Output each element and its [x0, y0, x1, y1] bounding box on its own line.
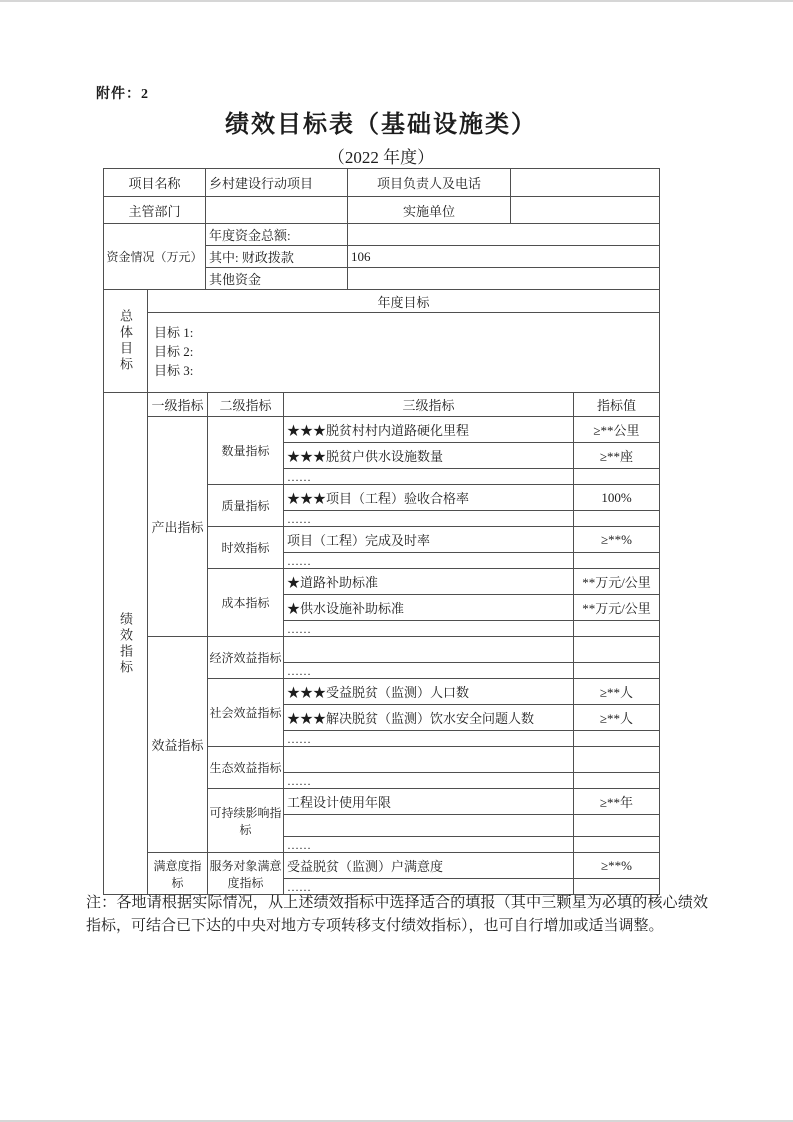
- indicator-row-label: ……: [284, 879, 574, 895]
- level2-sustainability: 可持续影响指标: [208, 789, 284, 853]
- indicator-value: ≥**座: [574, 443, 660, 469]
- dept-value: [206, 197, 348, 224]
- annual-goal-header: 年度目标: [148, 290, 660, 313]
- table-row: [104, 417, 660, 443]
- indicator-value: [574, 815, 660, 837]
- indicator-row-label: ……: [284, 663, 574, 679]
- indicator-row-label: ★★★受益脱贫（监测）人口数: [284, 679, 574, 705]
- indicator-value: [574, 663, 660, 679]
- funding-label: 资金情况（万元）: [104, 224, 206, 290]
- table-row: [104, 169, 660, 197]
- funding-total-label: 年度资金总额:: [206, 224, 348, 246]
- indicators-section-label: 绩效指标: [104, 393, 148, 895]
- indicator-value: ≥**年: [574, 789, 660, 815]
- project-name-value: 乡村建设行动项目: [206, 169, 348, 197]
- table-row: [104, 224, 660, 246]
- indicator-value: [574, 469, 660, 485]
- indicator-value: ≥**%: [574, 853, 660, 879]
- indicator-row-label: 工程设计使用年限: [284, 789, 574, 815]
- indicator-row-label: ★供水设施补助标准: [284, 595, 574, 621]
- indicator-row-label: [284, 637, 574, 663]
- level1-output: 产出指标: [148, 417, 208, 637]
- indicator-value: **万元/公里: [574, 595, 660, 621]
- indicators-header-row: [104, 393, 660, 417]
- annual-goal-body: [148, 313, 660, 393]
- dept-label: 主管部门: [104, 197, 206, 224]
- indicator-value: [574, 747, 660, 773]
- level2-economic: 经济效益指标: [208, 637, 284, 679]
- indicator-row-label: ★★★项目（工程）验收合格率: [284, 485, 574, 511]
- goal-line-3: 目标 3:: [154, 362, 194, 378]
- level2-social: 社会效益指标: [208, 679, 284, 747]
- table-row: [104, 637, 660, 663]
- header-value: 指标值: [574, 393, 660, 417]
- indicator-value: [574, 553, 660, 569]
- indicator-row-label: ★★★脱贫户供水设施数量: [284, 443, 574, 469]
- funding-total-value: [348, 224, 660, 246]
- page-title: 绩效目标表（基础设施类）: [225, 112, 537, 138]
- funding-fiscal-value: 106: [348, 246, 660, 268]
- level2-quality: 质量指标: [208, 485, 284, 527]
- impl-unit-value: [511, 197, 660, 224]
- level1-benefit: 效益指标: [148, 637, 208, 853]
- indicator-value: ≥**%: [574, 527, 660, 553]
- table-row: [104, 853, 660, 879]
- funding-fiscal-label: 其中: 财政拨款: [206, 246, 348, 268]
- indicator-value: [574, 837, 660, 853]
- indicator-value: [574, 731, 660, 747]
- level2-timeliness: 时效指标: [208, 527, 284, 569]
- level2-quantity: 数量指标: [208, 417, 284, 485]
- project-name-label: 项目名称: [104, 169, 206, 197]
- indicator-value: ≥**人: [574, 679, 660, 705]
- header-level2: 二级指标: [208, 393, 284, 417]
- level2-service-satisfaction: 服务对象满意度指标: [208, 853, 284, 895]
- level2-cost: 成本指标: [208, 569, 284, 637]
- indicator-row-label: 受益脱贫（监测）户满意度: [284, 853, 574, 879]
- indicator-value: 100%: [574, 485, 660, 511]
- header-level3: 三级指标: [284, 393, 574, 417]
- goal-line-2: 目标 2:: [154, 344, 194, 360]
- footnote: 注：各地请根据实际情况，从上述绩效指标中选择适合的填报（其中三颗星为必填的核心绩效指标，可结合已下达的中央对地方专项转移支付绩效指标），也可自行增加或适当调整。: [86, 895, 708, 934]
- indicators-table: [103, 392, 660, 895]
- indicator-value: [574, 637, 660, 663]
- funding-other-value: [348, 268, 660, 290]
- indicator-row-label: ……: [284, 553, 574, 569]
- page-subtitle: （2022 年度）: [327, 148, 435, 167]
- scan-edge-top: [0, 0, 793, 2]
- manager-label: 项目负责人及电话: [348, 169, 511, 197]
- table-row: [104, 290, 660, 313]
- goal-line-1: 目标 1:: [154, 325, 194, 341]
- form-tables: [103, 168, 659, 895]
- impl-unit-label: 实施单位: [348, 197, 511, 224]
- indicator-row-label: ……: [284, 469, 574, 485]
- indicator-row-label: ……: [284, 731, 574, 747]
- overall-goal-section-label: 总体目标: [104, 290, 148, 393]
- indicator-value: [574, 621, 660, 637]
- indicator-row-label: 项目（工程）完成及时率: [284, 527, 574, 553]
- indicator-value: ≥**公里: [574, 417, 660, 443]
- indicator-row-label: [284, 747, 574, 773]
- level1-satisfaction: 满意度指标: [148, 853, 208, 895]
- table-row: [104, 313, 660, 393]
- indicator-row-label: ★★★脱贫村村内道路硬化里程: [284, 417, 574, 443]
- indicator-value: [574, 511, 660, 527]
- indicator-row-label: ★道路补助标准: [284, 569, 574, 595]
- overall-goal-table: [103, 289, 660, 393]
- indicator-value: **万元/公里: [574, 569, 660, 595]
- attachment-label: 附件：2: [96, 87, 149, 102]
- indicator-row-label: ……: [284, 837, 574, 853]
- indicator-row-label: ……: [284, 773, 574, 789]
- indicator-value: [574, 773, 660, 789]
- indicator-row-label: [284, 815, 574, 837]
- project-info-table: [103, 168, 660, 290]
- indicator-row-label: ……: [284, 511, 574, 527]
- indicator-row-label: ★★★解决脱贫（监测）饮水安全问题人数: [284, 705, 574, 731]
- indicator-row-label: ……: [284, 621, 574, 637]
- level2-ecological: 生态效益指标: [208, 747, 284, 789]
- manager-value: [511, 169, 660, 197]
- funding-other-label: 其他资金: [206, 268, 348, 290]
- table-row: [104, 197, 660, 224]
- header-level1: 一级指标: [148, 393, 208, 417]
- indicator-value: ≥**人: [574, 705, 660, 731]
